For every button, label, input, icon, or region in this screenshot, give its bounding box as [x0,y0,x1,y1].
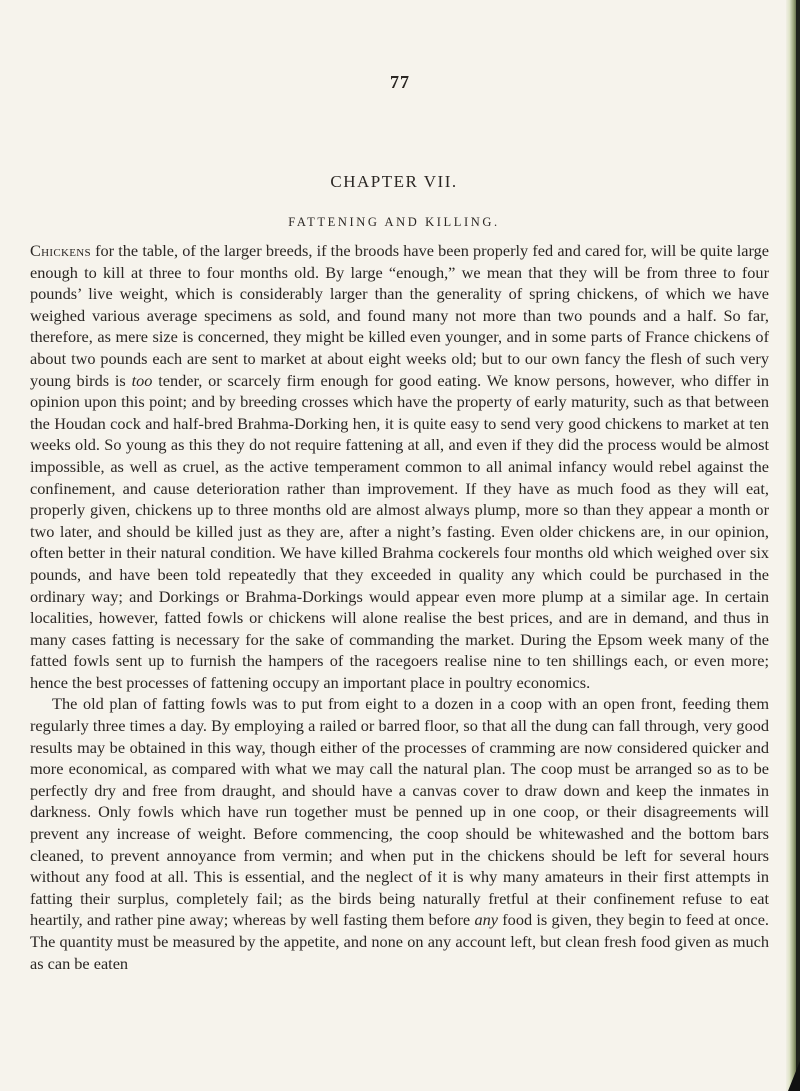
paragraph-2-text-b: food is given, they begin to feed at once. The quantity must be measured by the appetite, and none on any account left, but clean fresh food given as much as can be eaten [30,910,770,973]
paragraph-1-text-b: tender, or scarcely firm enough for good eating. We know persons, however, who differ in opinion upon this point; and by breeding crosses which have the property of early maturity, such as that between the Houdan cock and half-bred Brahma-Dorking hen, it is quite easy to send very good chickens to market at ten weeks old. So young as this they do not require fattening at all, and even if they did the process would be almost impossible, as well as cruel, as the active temperament common to all animal infancy would rebel against the confinement, and cause deterioration rather than improvement. If they have as much food as they will eat, properly given, chickens up to three months old are almost always plump, more so than they appear a month or two later, and should be killed just as they are, after a night’s fasting. Even older chickens are, in our opinion, often better in their natural condition. We have killed Brahma cockerels four months old which weighed over six pounds, and have been told repeatedly that they exceeded in quality any which could be purchased in the ordinary way; and Dorkings or Brahma-Dorkings would appear even more plump at a similar age. In certain localities, however, fatted fowls or chickens will alone realise the best prices, and are in demand, and thus in many cases fatting is necessary for the sake of commanding the market. During the Epsom week many of the fatted fowls sent up to furnish the hampers of the racegoers realise nine to ten shillings each, or even more; hence the best processes of fattening occupy an important place in poultry economics. [30,370,769,692]
paragraph-2 [30,693,769,974]
paragraph-1-emphasis: too [131,370,153,390]
paragraph-2-emphasis: any [474,910,498,930]
page-corner-shadow [788,1061,800,1091]
paragraph-2-text-a: The old plan of fatting fowls was to put from eight to a dozen in a coop with an open front, feeding them regularly three times a day. By employing a railed or barred floor, so that all the dung can fall through, very good results may be obtained in this way, though either of the processes of cramming are now considered quicker and more economical, as compared with what we may call the natural plan. The coop must be arranged so as to be perfectly dry and free from draught, and should have a canvas cover to draw down and keep the inmates in darkness. Only fowls which have run together must be penned up in one coop, or their disagreements will prevent any increase of weight. Before commencing, the coop should be whitewashed and the bottom bars cleaned, to prevent annoyance from vermin; and when put in the chickens should be left for several hours without any food at all. This is essential, and the neglect of it is why many amateurs in their first attempts in fatting their surplus, completely fail; as the birds being naturally fretful at their confinement refuse to eat heartily, and rather pine away; whereas by well fasting them before [30,694,769,930]
paragraph-1 [30,240,769,693]
chapter-subtitle: FATTENING AND KILLING. [288,215,500,229]
paragraph-1-text-a: for the table, of the larger breeds, if the broods have been properly fed and cared for, will be quite large enough to kill at three to four months old. By large “enough,” we mean that they will be from three to four pounds’ live weight, which is considerably larger than the generality of spring chickens, of which we have weighed various average specimens as sold, and found many not more than two pounds and a half. So far, therefore, as mere size is concerned, they might be killed even younger, and in some parts of France chickens of about two pounds each are sent to market at about eight weeks old; but to our own fancy the flesh of such very young birds is [30,241,769,390]
book-spine-shadow [796,0,800,1091]
lead-word: Chickens [30,241,91,260]
body-text [30,240,769,974]
page-number: 77 [390,72,410,92]
chapter-title: CHAPTER VII. [330,172,458,191]
